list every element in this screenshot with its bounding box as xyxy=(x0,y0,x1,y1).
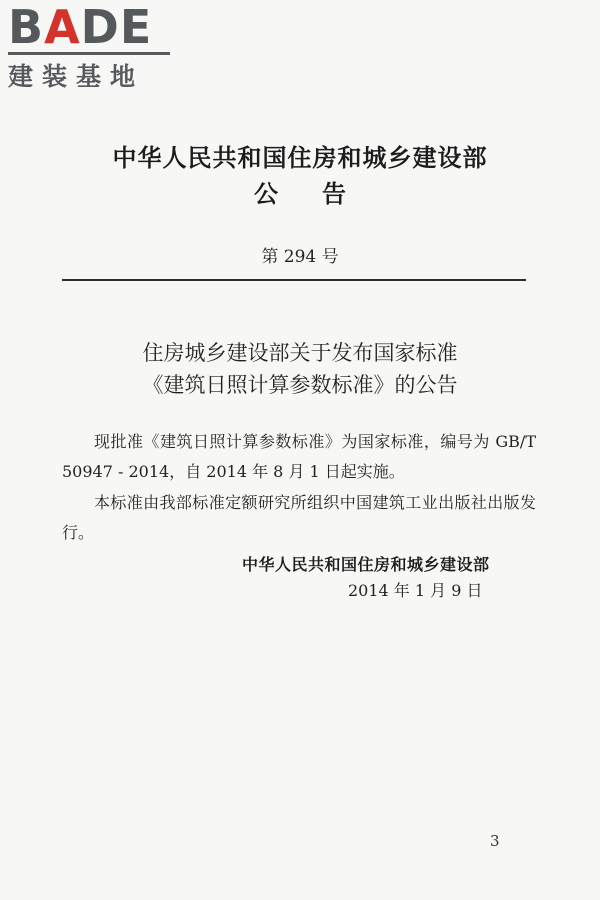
ministry-title: 中华人民共和国住房和城乡建设部 xyxy=(112,144,488,172)
body-paragraph-1: 现批准《建筑日照计算参数标准》为国家标准，编号为 GB/T 50947 - 2014，自 2014 年 8 月 1 日起实施。 xyxy=(62,432,536,481)
signature-organization: 中华人民共和国住房和城乡建设部 xyxy=(242,555,490,574)
logo-subtitle: 建装基地 xyxy=(8,62,145,91)
logo-accent-letter: A xyxy=(44,0,81,54)
logo-wordmark: BADE xyxy=(8,0,153,54)
header-divider xyxy=(62,279,526,281)
announcement-heading-line-1: 住房城乡建设部关于发布国家标准 xyxy=(142,341,458,365)
notice-title: 公告 xyxy=(254,180,390,208)
body-paragraph-2: 本标准由我部标准定额研究所组织中国建筑工业出版社出版发行。 xyxy=(62,493,536,542)
bade-logo xyxy=(8,0,180,93)
document-number: 第 294 号 xyxy=(261,247,339,267)
signature-date: 2014 年 1 月 9 日 xyxy=(348,581,483,600)
announcement-heading-line-2: 《建筑日照计算参数标准》的公告 xyxy=(142,373,458,397)
page-number: 3 xyxy=(490,832,500,850)
